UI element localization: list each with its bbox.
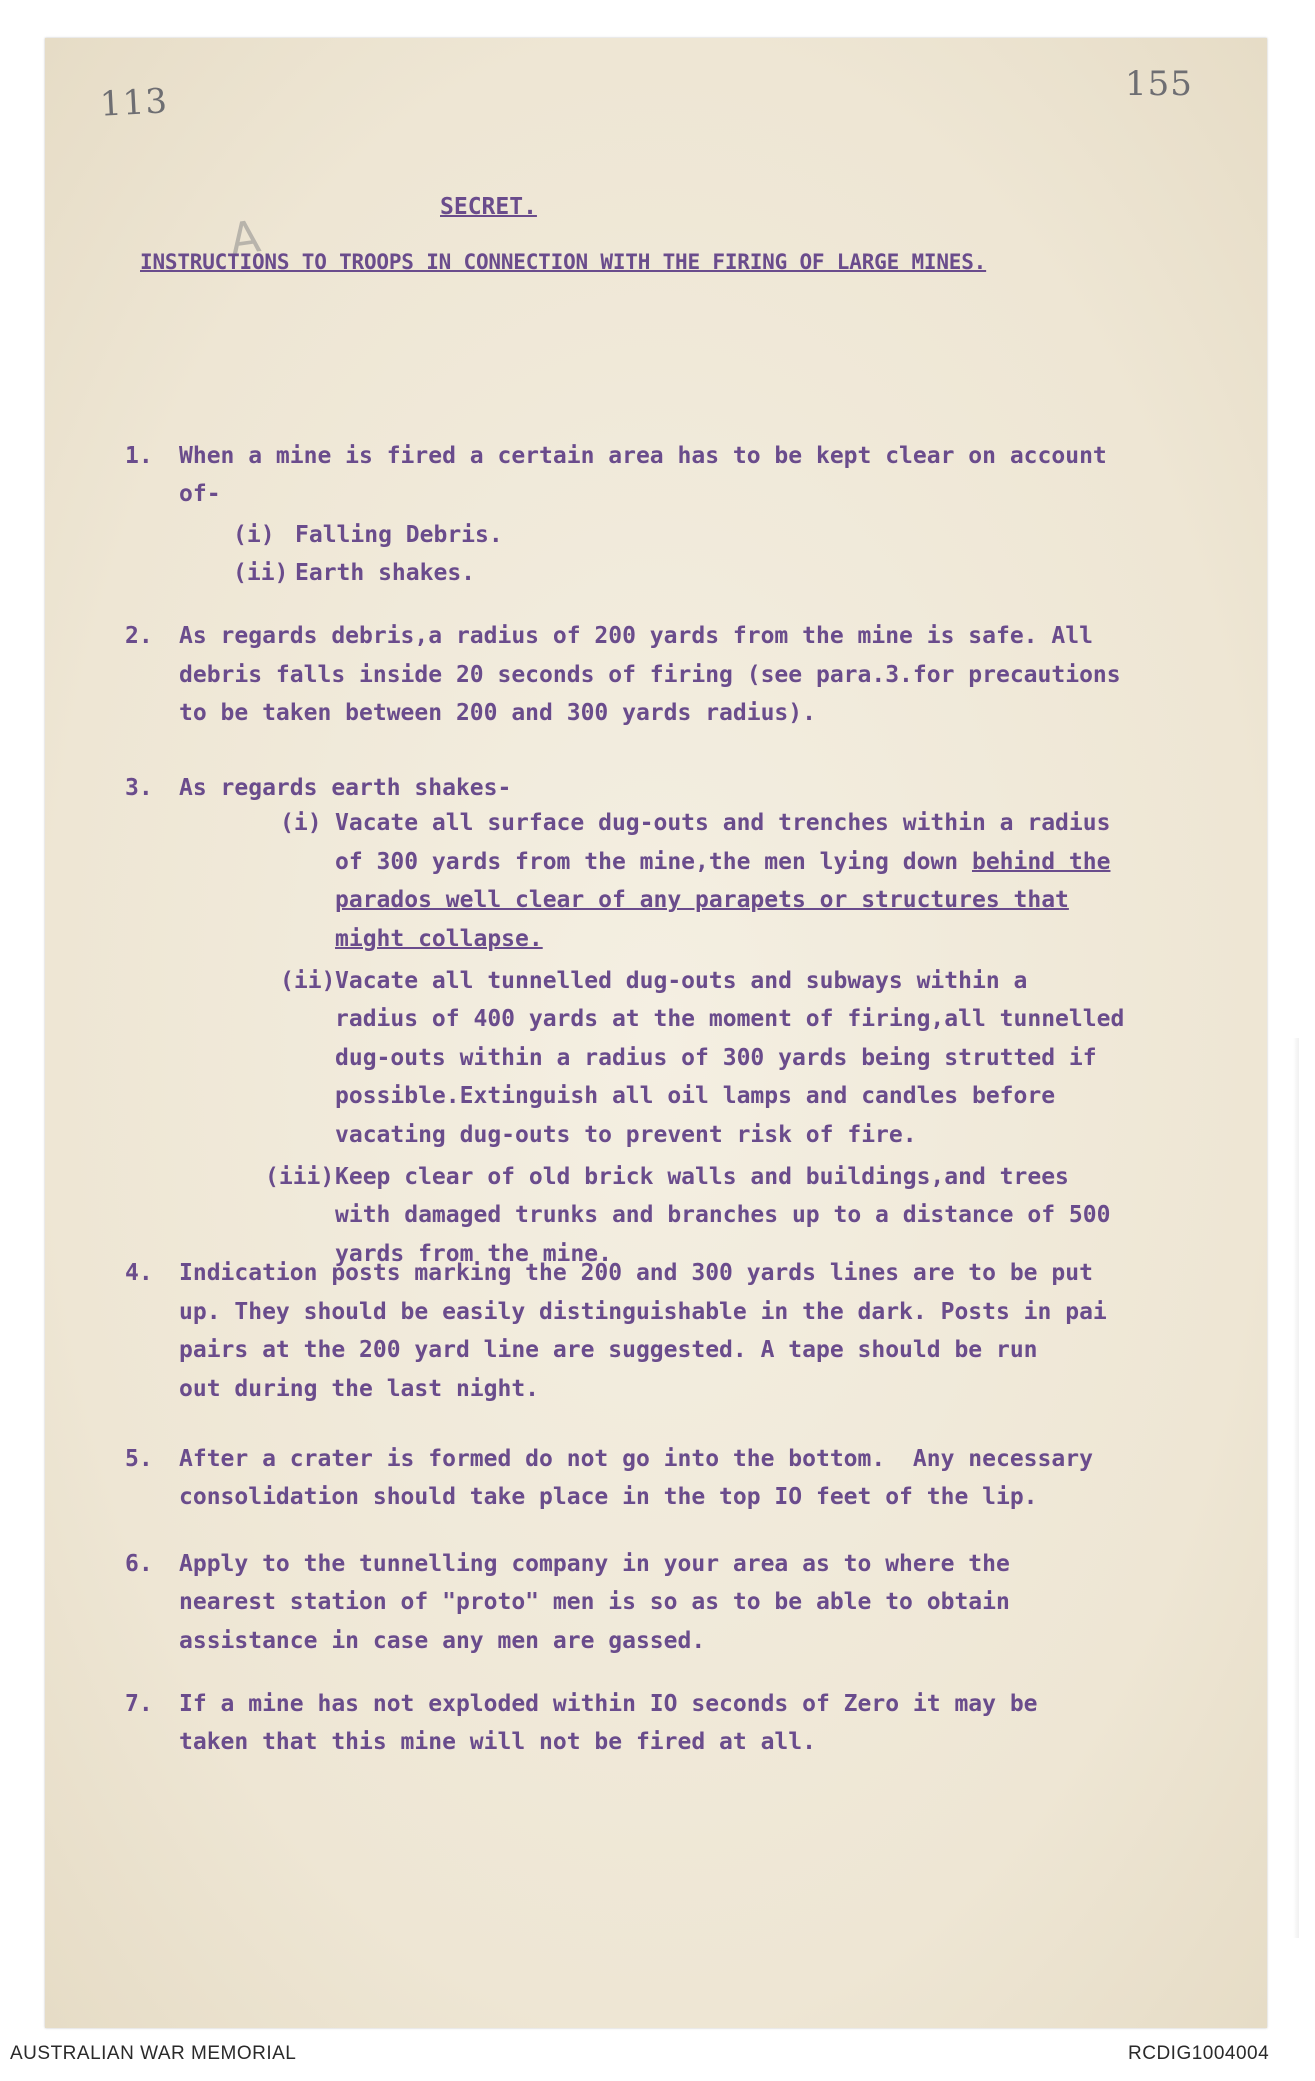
subitem-marker: (iii) [265,1163,335,1190]
paragraph-number: 5. [125,1445,153,1472]
subitem-marker: (ii) [280,967,336,994]
underlined-line: parados well clear of any parapets or structures that [335,887,1069,914]
footer-institution: AUSTRALIAN WAR MEMORIAL [10,2043,297,2064]
paragraph-line: to be taken between 200 and 300 yards radius). [179,700,816,726]
paragraph-number: 7. [125,1690,153,1717]
subitem-line: Falling Debris. [295,521,503,548]
page-edge-shadow [1293,1038,1299,1938]
paragraph-line: assistance in case any men are gassed. [179,1627,706,1654]
paragraph-line: pairs at the 200 yard line are suggested. A tape should be run [179,1337,1038,1363]
subitem-line [335,848,1110,876]
paragraph-line: Apply to the tunnelling company in your area as to where the [179,1550,1010,1577]
subitem-marker: (i) [233,521,275,548]
paragraph-number: 4. [125,1260,153,1286]
paragraph-number: 3. [125,775,153,802]
subitem-line: yards from the mine. [335,1240,612,1267]
subitem-line: Keep clear of old brick walls and buildings,and trees [335,1163,1069,1190]
subitem-marker: (ii) [233,560,289,586]
subitem-marker: (i) [280,810,322,837]
paragraph-line: taken that this mine will not be fired at all. [179,1729,816,1755]
subitem-line: Vacate all tunnelled dug-outs and subways within a [335,967,1028,994]
subitem-line: radius of 400 yards at the moment of firing,all tunnelled [335,1006,1125,1033]
paragraph-line: out during the last night. [179,1375,540,1402]
subitem-line: Vacate all surface dug-outs and trenches within a radius [335,810,1111,837]
subitem-line-text: of 300 yards from the mine,the men lying down [335,848,972,875]
paragraph-line: consolidation should take place in the top IO feet of the lip. [179,1484,1038,1510]
subitem-line: possible.Extinguish all oil lamps and candles before [335,1083,1056,1110]
paragraph-line: When a mine is fired a certain area has to be kept clear on account [179,442,1107,469]
underlined-line: might collapse. [335,925,543,952]
subitem-line: Earth shakes. [295,560,476,586]
subitem-line: dug-outs within a radius of 300 yards being strutted if [335,1044,1097,1071]
paragraph-line: of- [179,481,221,508]
document-page [45,38,1267,2028]
folio-number-left: 113 [98,81,169,125]
paragraph-line: up. They should be easily distinguishable in the dark. Posts in pai [179,1298,1107,1325]
document-title: INSTRUCTIONS TO TROOPS IN CONNECTION WITH THE FIRING OF LARGE MINES. [140,250,987,274]
paragraph-number: 2. [125,623,153,649]
paragraph-number: 1. [125,442,153,469]
paragraph-number: 6. [125,1550,153,1577]
paragraph-line: If a mine has not exploded within IO seconds of Zero it may be [179,1690,1038,1717]
underlined-text: behind the [971,848,1111,875]
paragraph-line: After a crater is formed do not go into the bottom. Any necessary [179,1445,1093,1472]
footer-record-id: RCDIG1004004 [1128,2043,1270,2064]
margin-pencil-mark: A [226,211,264,266]
classification-heading: SECRET. [440,194,537,220]
folio-number-right: 155 [1125,64,1193,104]
paragraph-line: As regards earth shakes- [179,775,512,802]
paragraph-line: debris falls inside 20 seconds of firing (see para.3.for precautions [179,661,1121,688]
subitem-line: vacating dug-outs to prevent risk of fire. [335,1121,917,1148]
paragraph-line: Indication posts marking the 200 and 300 yards lines are to be put [179,1260,1093,1286]
paragraph-line: As regards debris,a radius of 200 yards from the mine is safe. All [179,623,1093,649]
paragraph-line: nearest station of "proto" men is so as to be able to obtain [179,1589,1010,1615]
subitem-line: with damaged trunks and branches up to a distance of 500 [335,1202,1111,1229]
